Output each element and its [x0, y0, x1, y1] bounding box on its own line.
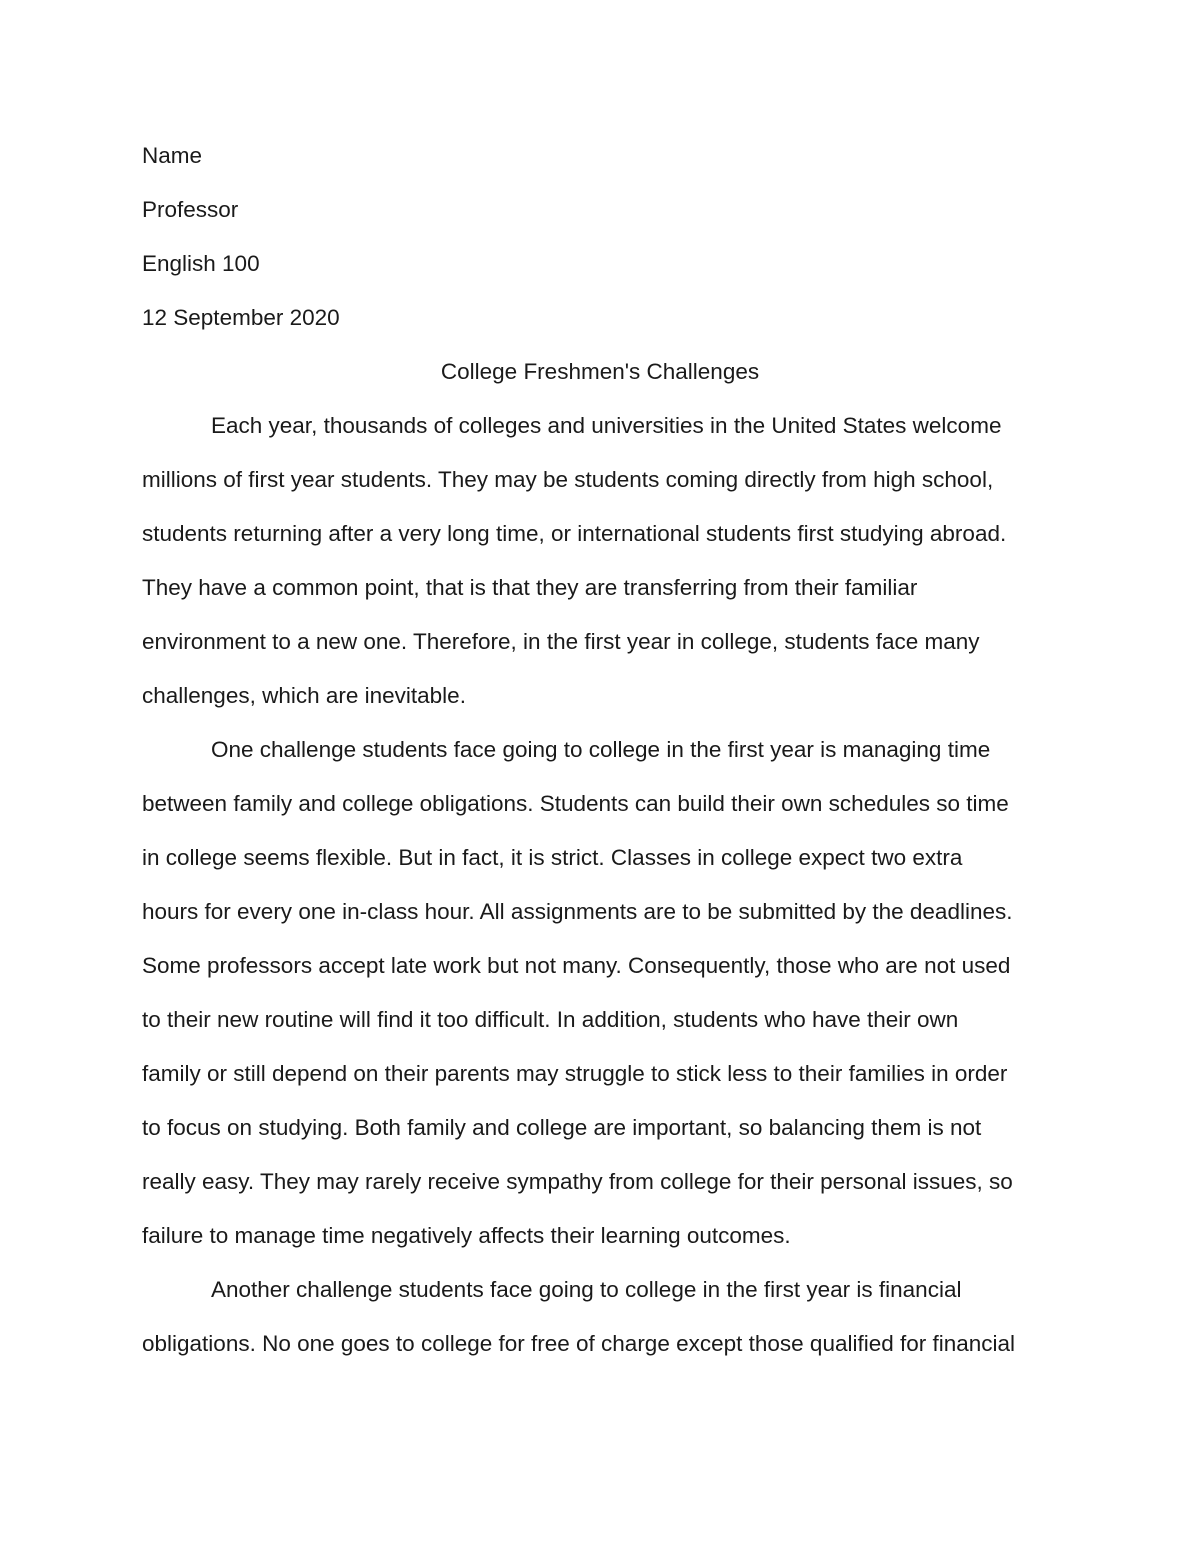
paragraph-2-line: to focus on studying. Both family and college are important, so balancing them is not — [142, 1115, 982, 1140]
paragraph-2-line: to their new routine will find it too difficult. In addition, students who have their own — [142, 1007, 959, 1032]
paragraph-2-line: really easy. They may rarely receive sympathy from college for their personal issues, so — [142, 1169, 1013, 1194]
course-name: English 100 — [142, 251, 260, 276]
paragraph-2-line: One challenge students face going to college in the first year is managing time — [211, 737, 991, 762]
paragraph-1-line: students returning after a very long time, or international students first studying abroad. — [142, 521, 1007, 546]
professor-name: Professor — [142, 197, 239, 222]
paragraph-1-line: challenges, which are inevitable. — [142, 683, 466, 708]
paragraph-1-line: They have a common point, that is that they are transferring from their familiar — [142, 575, 918, 600]
paragraph-2-line: between family and college obligations. Students can build their own schedules so time — [142, 791, 1009, 816]
paragraph-2-line: Some professors accept late work but not many. Consequently, those who are not used — [142, 953, 1011, 978]
paragraph-1-line: environment to a new one. Therefore, in the first year in college, students face many — [142, 629, 980, 654]
student-name: Name — [142, 143, 203, 168]
document-date: 12 September 2020 — [142, 305, 340, 330]
paragraph-2-line: in college seems flexible. But in fact, it is strict. Classes in college expect two extra — [142, 845, 963, 870]
paragraph-2-line: failure to manage time negatively affects their learning outcomes. — [142, 1223, 791, 1248]
paragraph-2-line: family or still depend on their parents may struggle to stick less to their families in order — [142, 1061, 1008, 1086]
paragraph-1-line: Each year, thousands of colleges and universities in the United States welcome — [211, 413, 1002, 438]
paragraph-1-line: millions of first year students. They may be students coming directly from high school, — [142, 467, 994, 492]
paragraph-3-line: obligations. No one goes to college for free of charge except those qualified for financial — [142, 1331, 1016, 1356]
essay-title: College Freshmen's Challenges — [440, 359, 760, 384]
paragraph-2-line: hours for every one in-class hour. All assignments are to be submitted by the deadlines. — [142, 899, 1013, 924]
paragraph-3-line: Another challenge students face going to college in the first year is financial — [211, 1277, 962, 1302]
